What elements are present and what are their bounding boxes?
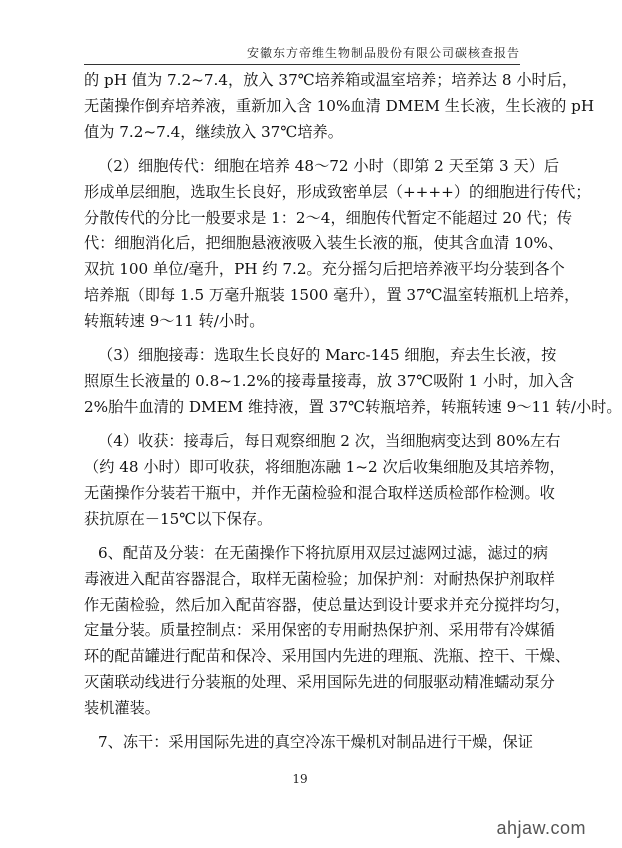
text-line: 代：细胞消化后，把细胞悬液液吸入装生长液的瓶，使其含血清 10%、 (84, 234, 564, 253)
text-line: 无菌操作倒弃培养液，重新加入含 10%血清 DMEM 生长液，生长液的 pH (84, 96, 595, 115)
text-line: （约 48 小时）即可收获，将细胞冻融 1~2 次后收集细胞及其培养物， (84, 457, 565, 476)
header-rule (84, 64, 520, 65)
text-line: 7、冻干：采用国际先进的真空冷冻干燥机对制品进行干燥，保证 (98, 733, 533, 752)
text-line: 装机灌装。 (84, 698, 160, 717)
body-text (84, 68, 622, 756)
text-line: 形成单层细胞，选取生长良好，形成致密单层（++++）的细胞进行传代； (84, 182, 591, 201)
text-line: 2%胎牛血清的 DMEM 维持液，置 37℃转瓶培养，转瓶转速 9～11 转/小时。 (84, 397, 622, 416)
text-line: 定量分装。质量控制点：采用保密的专用耐热保护剂、采用带有冷媒循 (84, 621, 555, 640)
text-line: （3）细胞接毒：选取生长良好的 Marc-145 细胞，弃去生长液，按 (98, 346, 557, 365)
text-line: 的 pH 值为 7.2~7.4，放入 37℃培养箱或温室培养；培养达 8 小时后， (84, 71, 578, 89)
text-line: 值为 7.2~7.4，继续放入 37℃培养。 (84, 122, 343, 141)
text-line: （2）细胞传代：细胞在培养 48～72 小时（即第 2 天至第 3 天）后 (98, 156, 560, 175)
text-line: 环的配苗罐进行配苗和保冷、采用国内先进的理瓶、洗瓶、控干、干燥、 (84, 647, 570, 666)
text-line: 6、配苗及分装：在无菌操作下将抗原用双层过滤网过滤，滤过的病 (98, 543, 549, 562)
page-header: 安徽东方帝维生物制品股份有限公司碳核查报告 (246, 46, 520, 60)
page-number: 19 (292, 772, 308, 786)
text-line: （4）收获：接毒后，每日观察细胞 2 次，当细胞病变达到 80%左右 (98, 432, 561, 451)
text-line: 照原生长液量的 0.8~1.2%的接毒量接毒，放 37℃吸附 1 小时，加入含 (84, 371, 575, 390)
text-line: 分散传代的分比一般要求是 1：2～4，细胞传代暂定不能超过 20 代；传 (84, 208, 573, 227)
text-line: 作无菌检验，然后加入配苗容器，使总量达到设计要求并充分搅拌均匀， (84, 595, 570, 614)
text-line: 毒液进入配苗容器混合，取样无菌检验；加保护剂：对耐热保护剂取样 (84, 569, 555, 588)
text-line: 双抗 100 单位/毫升，PH 约 7.2。充分摇匀后把培养液平均分装到各个 (84, 260, 565, 279)
text-line: 无菌操作分装若干瓶中，并作无菌检验和混合取样送质检部作检测。收 (84, 483, 555, 502)
text-line: 培养瓶（即每 1.5 万毫升瓶装 1500 毫升），置 37℃温室转瓶机上培养， (84, 285, 580, 304)
text-line: 获抗原在－15℃以下保存。 (84, 509, 273, 528)
watermark: ahjaw.com (496, 818, 586, 838)
text-line: 灭菌联动线进行分装瓶的处理、采用国际先进的伺服驱动精准蠕动泵分 (84, 672, 555, 691)
text-line: 转瓶转速 9～11 转/小时。 (84, 311, 265, 330)
